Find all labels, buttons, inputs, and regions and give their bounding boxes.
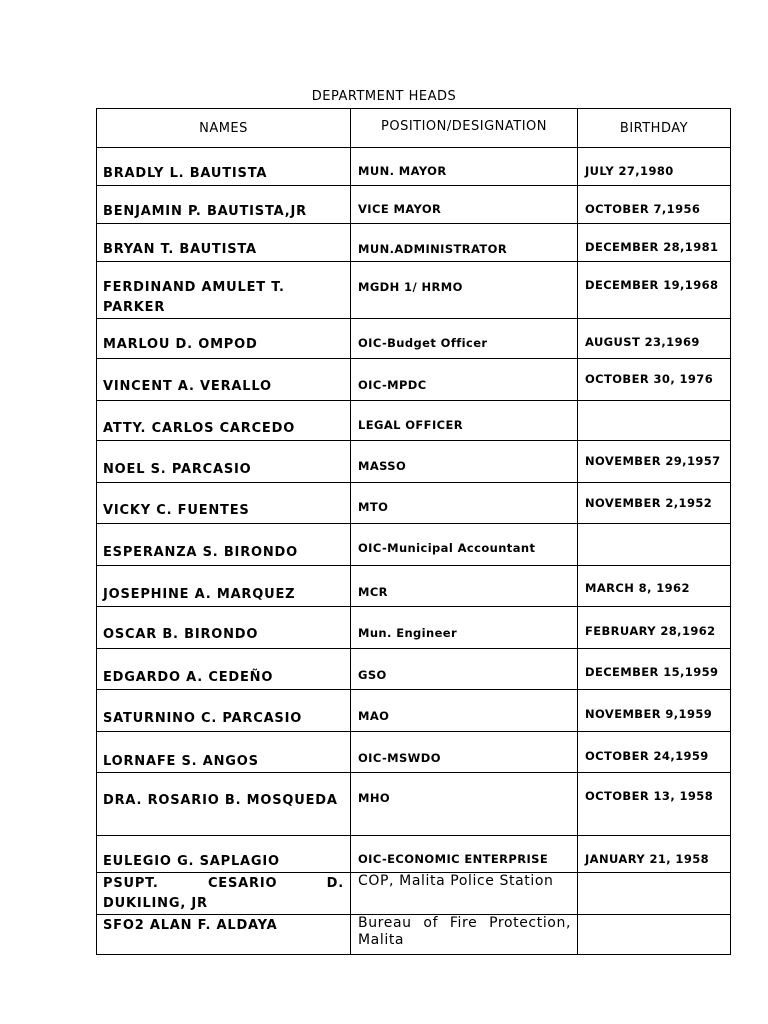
cell-name: NOEL S. PARCASIO — [97, 441, 351, 483]
cell-name: LORNAFE S. ANGOS — [97, 732, 351, 773]
cell-position: MAO — [351, 690, 578, 732]
cell-position: Bureau of Fire Protection, Malita — [351, 915, 578, 955]
cell-name: BRADLY L. BAUTISTA — [97, 148, 351, 186]
table-row — [97, 262, 731, 319]
header-position: POSITION/DESIGNATION — [351, 109, 578, 148]
cell-name: MARLOU D. OMPOD — [97, 319, 351, 359]
header-names: NAMES — [97, 109, 351, 148]
table-row — [97, 319, 731, 359]
table-row — [97, 836, 731, 873]
cell-birthday — [578, 873, 731, 915]
cell-birthday: OCTOBER 24,1959 — [578, 732, 731, 773]
cell-position: MGDH 1/ HRMO — [351, 262, 578, 319]
table-row — [97, 732, 731, 773]
cell-birthday: NOVEMBER 2,1952 — [578, 483, 731, 524]
table-row — [97, 148, 731, 186]
cell-position: OIC-Municipal Accountant — [351, 524, 578, 566]
table-row — [97, 401, 731, 441]
cell-name: EULEGIO G. SAPLAGIO — [97, 836, 351, 873]
cell-birthday: OCTOBER 7,1956 — [578, 186, 731, 224]
cell-birthday — [578, 915, 731, 955]
cell-name: VICKY C. FUENTES — [97, 483, 351, 524]
cell-birthday — [578, 401, 731, 441]
cell-position: MCR — [351, 566, 578, 607]
cell-position: OIC-MPDC — [351, 359, 578, 401]
cell-position: GSO — [351, 649, 578, 690]
cell-position: OIC-ECONOMIC ENTERPRISE — [351, 836, 578, 873]
cell-name: SFO2 ALAN F. ALDAYA — [97, 915, 351, 955]
cell-birthday: JANUARY 21, 1958 — [578, 836, 731, 873]
table-row — [97, 186, 731, 224]
cell-position: OIC-MSWDO — [351, 732, 578, 773]
table-row — [97, 483, 731, 524]
header-row — [97, 109, 731, 148]
cell-birthday: AUGUST 23,1969 — [578, 319, 731, 359]
cell-name: JOSEPHINE A. MARQUEZ — [97, 566, 351, 607]
table-row — [97, 441, 731, 483]
table-row — [97, 773, 731, 836]
cell-name: PSUPT. CESARIO D. DUKILING, JR — [97, 873, 351, 915]
cell-birthday: NOVEMBER 9,1959 — [578, 690, 731, 732]
cell-position: OIC-Budget Officer — [351, 319, 578, 359]
table-row — [97, 524, 731, 566]
cell-name: DRA. ROSARIO B. MOSQUEDA — [97, 773, 351, 836]
cell-birthday: MARCH 8, 1962 — [578, 566, 731, 607]
cell-name: ESPERANZA S. BIRONDO — [97, 524, 351, 566]
table-row — [97, 566, 731, 607]
cell-position: MUN.ADMINISTRATOR — [351, 224, 578, 262]
table-row — [97, 873, 731, 915]
cell-name: FERDINAND AMULET T. PARKER — [97, 262, 351, 319]
cell-position: VICE MAYOR — [351, 186, 578, 224]
cell-position: MUN. MAYOR — [351, 148, 578, 186]
cell-name: EDGARDO A. CEDEÑO — [97, 649, 351, 690]
cell-birthday — [578, 524, 731, 566]
cell-birthday: FEBRUARY 28,1962 — [578, 607, 731, 649]
document-title: DEPARTMENT HEADS — [311, 89, 457, 104]
cell-name: VINCENT A. VERALLO — [97, 359, 351, 401]
cell-position: Mun. Engineer — [351, 607, 578, 649]
cell-birthday: OCTOBER 13, 1958 — [578, 773, 731, 836]
table-row — [97, 649, 731, 690]
cell-birthday: DECEMBER 19,1968 — [578, 262, 731, 319]
cell-birthday: OCTOBER 30, 1976 — [578, 359, 731, 401]
table-row — [97, 690, 731, 732]
cell-birthday: JULY 27,1980 — [578, 148, 731, 186]
table-row — [97, 224, 731, 262]
cell-position: LEGAL OFFICER — [351, 401, 578, 441]
cell-name: BRYAN T. BAUTISTA — [97, 224, 351, 262]
cell-birthday: DECEMBER 15,1959 — [578, 649, 731, 690]
table-row — [97, 359, 731, 401]
cell-position: MTO — [351, 483, 578, 524]
table-row — [97, 607, 731, 649]
cell-name: SATURNINO C. PARCASIO — [97, 690, 351, 732]
table-row — [97, 915, 731, 955]
cell-name: OSCAR B. BIRONDO — [97, 607, 351, 649]
cell-name: BENJAMIN P. BAUTISTA,JR — [97, 186, 351, 224]
department-heads-table — [96, 108, 731, 955]
cell-position: MHO — [351, 773, 578, 836]
cell-position: MASSO — [351, 441, 578, 483]
cell-name: ATTY. CARLOS CARCEDO — [97, 401, 351, 441]
header-birthday: BIRTHDAY — [578, 109, 731, 148]
cell-birthday: NOVEMBER 29,1957 — [578, 441, 731, 483]
cell-position: COP, Malita Police Station — [351, 873, 578, 915]
cell-birthday: DECEMBER 28,1981 — [578, 224, 731, 262]
